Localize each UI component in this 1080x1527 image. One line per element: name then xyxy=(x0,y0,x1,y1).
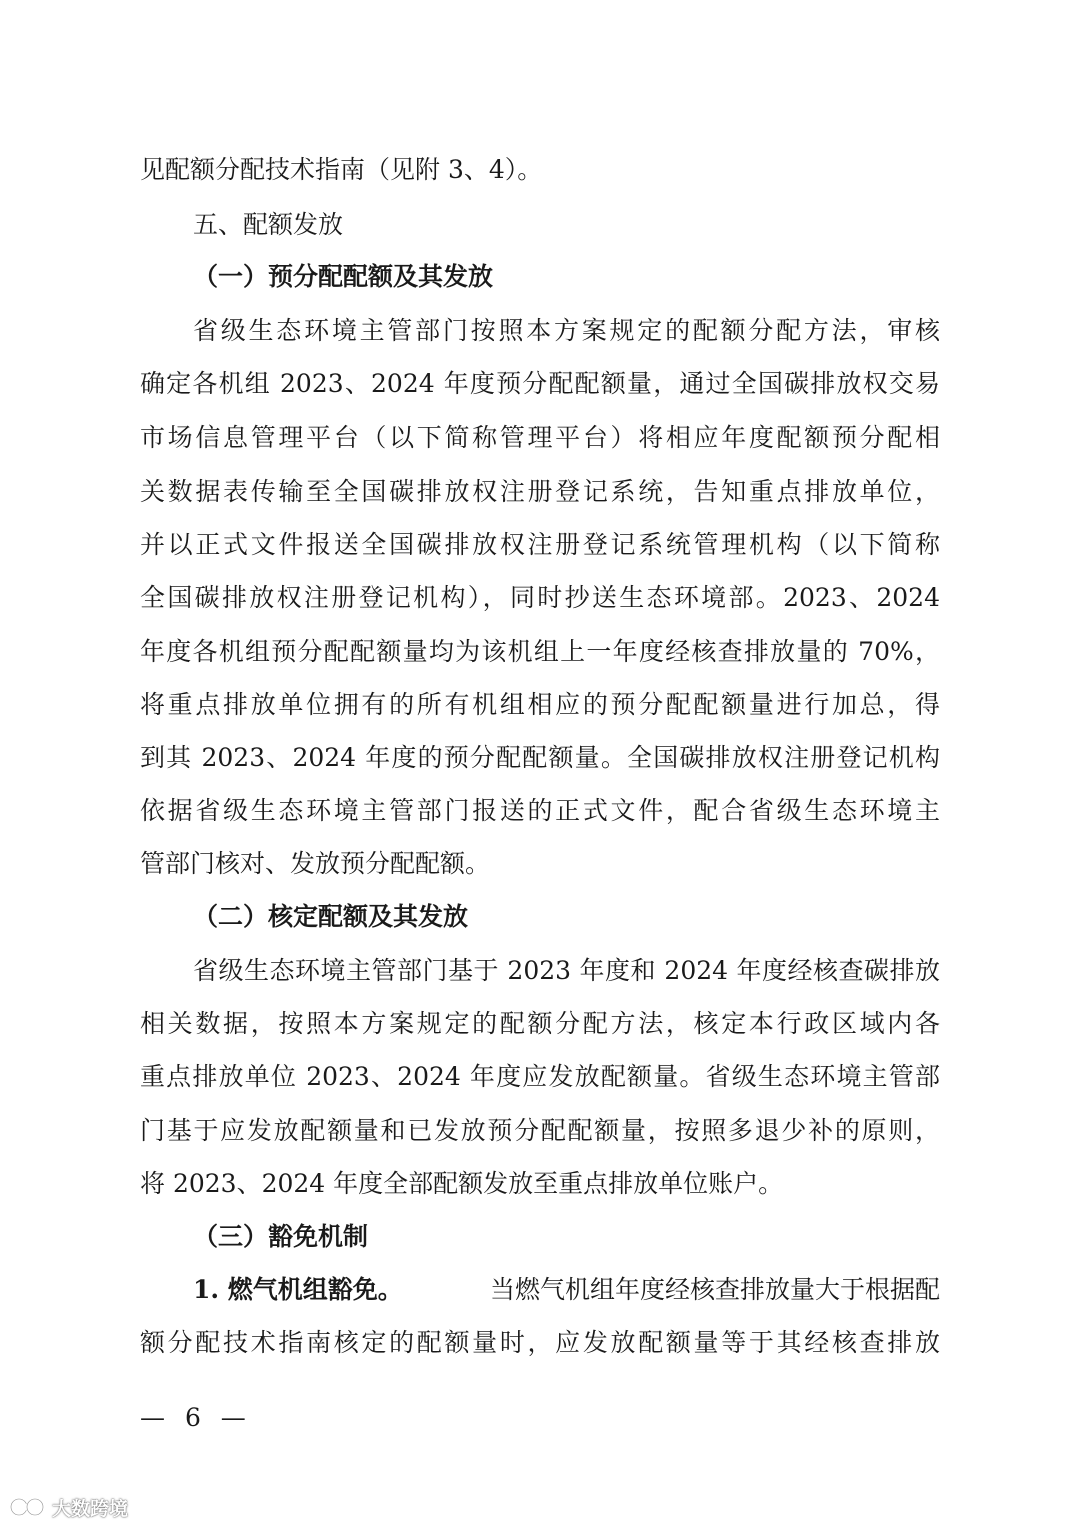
paragraph-line: 额分配技术指南核定的配额量时，应发放配额量等于其经核查排放 xyxy=(140,1328,940,1357)
paragraph-line: 到其 2023、2024 年度的预分配配额量。全国碳排放权注册登记机构 xyxy=(140,743,940,772)
subsection-heading: （一）预分配配额及其发放 xyxy=(193,262,494,291)
subsection-heading: （二）核定配额及其发放 xyxy=(193,902,469,931)
watermark-text: 大数跨境 xyxy=(52,1497,129,1520)
paragraph-line: 重点排放单位 2023、2024 年度应发放配额量。省级生态环境主管部 xyxy=(140,1062,940,1091)
paragraph-line: 省级生态环境主管部门基于 2023 年度和 2024 年度经核查碳排放 xyxy=(193,956,940,985)
subsection-heading: （三）豁免机制 xyxy=(193,1222,369,1251)
paragraph-line: 市场信息管理平台（以下简称管理平台）将相应年度配额预分配相 xyxy=(140,423,940,452)
paragraph-line: 全国碳排放权注册登记机构），同时抄送生态环境部。2023、2024 xyxy=(140,583,940,612)
watermark xyxy=(8,1494,128,1520)
paragraph-line xyxy=(193,1272,940,1308)
paragraph-line: 门基于应发放配额量和已发放预分配配额量，按照多退少补的原则， xyxy=(140,1116,940,1145)
paragraph-line: 确定各机组 2023、2024 年度预分配配额量，通过全国碳排放权交易 xyxy=(140,369,940,398)
paragraph-line: 将 2023、2024 年度全部配额发放至重点排放单位账户。 xyxy=(140,1169,784,1198)
watermark-logo-icon xyxy=(8,1496,48,1518)
paragraph-line: 管部门核对、发放预分配配额。 xyxy=(140,849,491,878)
paragraph-line: 依据省级生态环境主管部门报送的正式文件，配合省级生态环境主 xyxy=(140,796,940,825)
bold-lead-text: 1. 燃气机组豁免。 xyxy=(193,1275,403,1304)
paragraph-line: 见配额分配技术指南（见附 3、4）。 xyxy=(140,155,543,184)
section-heading: 五、配额发放 xyxy=(193,210,344,239)
page-number: — 6 — xyxy=(140,1403,252,1432)
paragraph-line: 将重点排放单位拥有的所有机组相应的预分配配额量进行加总，得 xyxy=(140,690,940,719)
paragraph-line: 年度各机组预分配配额量均为该机组上一年度经核查排放量的 70%， xyxy=(140,637,940,666)
paragraph-line: 并以正式文件报送全国碳排放权注册登记系统管理机构（以下简称 xyxy=(140,530,940,559)
paragraph-line: 相关数据，按照本方案规定的配额分配方法，核定本行政区域内各 xyxy=(140,1009,940,1038)
paragraph-line: 关数据表传输至全国碳排放权注册登记系统，告知重点排放单位， xyxy=(140,477,940,506)
paragraph-line-rest: 当燃气机组年度经核查排放量大于根据配 xyxy=(489,1275,940,1304)
paragraph-line: 省级生态环境主管部门按照本方案规定的配额分配方法，审核 xyxy=(193,316,940,345)
